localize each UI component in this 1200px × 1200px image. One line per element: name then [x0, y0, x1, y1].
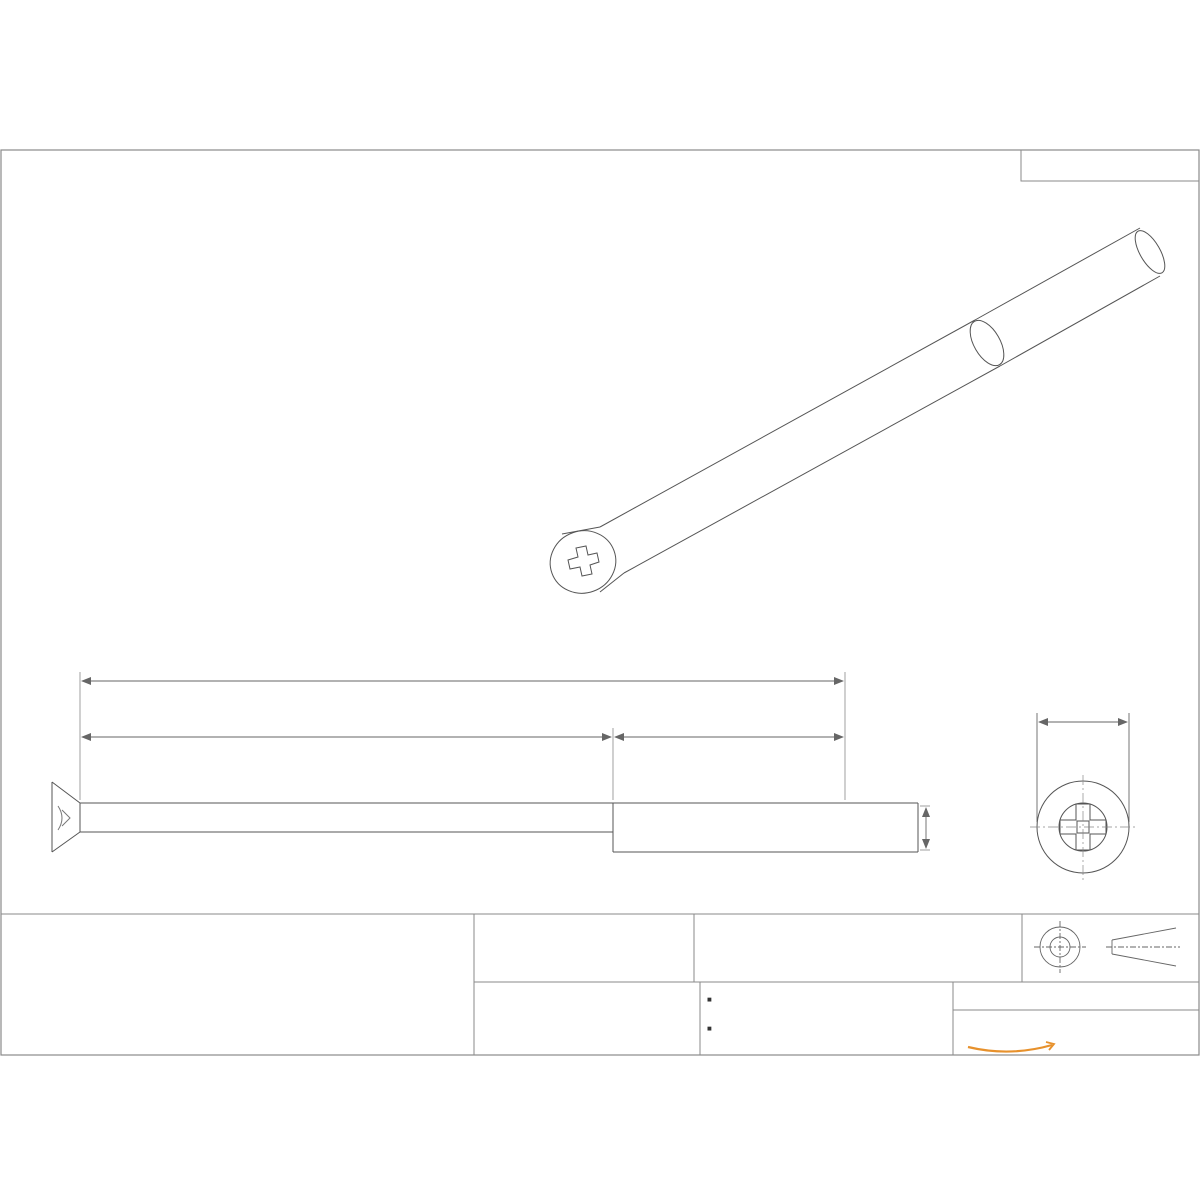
amazon-smile-icon — [968, 1045, 1052, 1052]
title-block-grid — [1, 914, 1199, 1055]
front-dim — [1037, 713, 1129, 822]
sheet-border — [1, 150, 1199, 1055]
dimension-lines — [82, 681, 926, 848]
isometric-screw — [541, 226, 1170, 602]
front-view-centerlines — [1030, 775, 1136, 880]
note-1-bullet: ■ — [707, 995, 712, 1004]
extension-lines — [80, 672, 930, 850]
top-view — [52, 782, 918, 852]
asin-box — [1021, 150, 1199, 181]
note-2-bullet: ■ — [707, 1024, 712, 1033]
projection-symbol-icon — [1034, 921, 1180, 973]
